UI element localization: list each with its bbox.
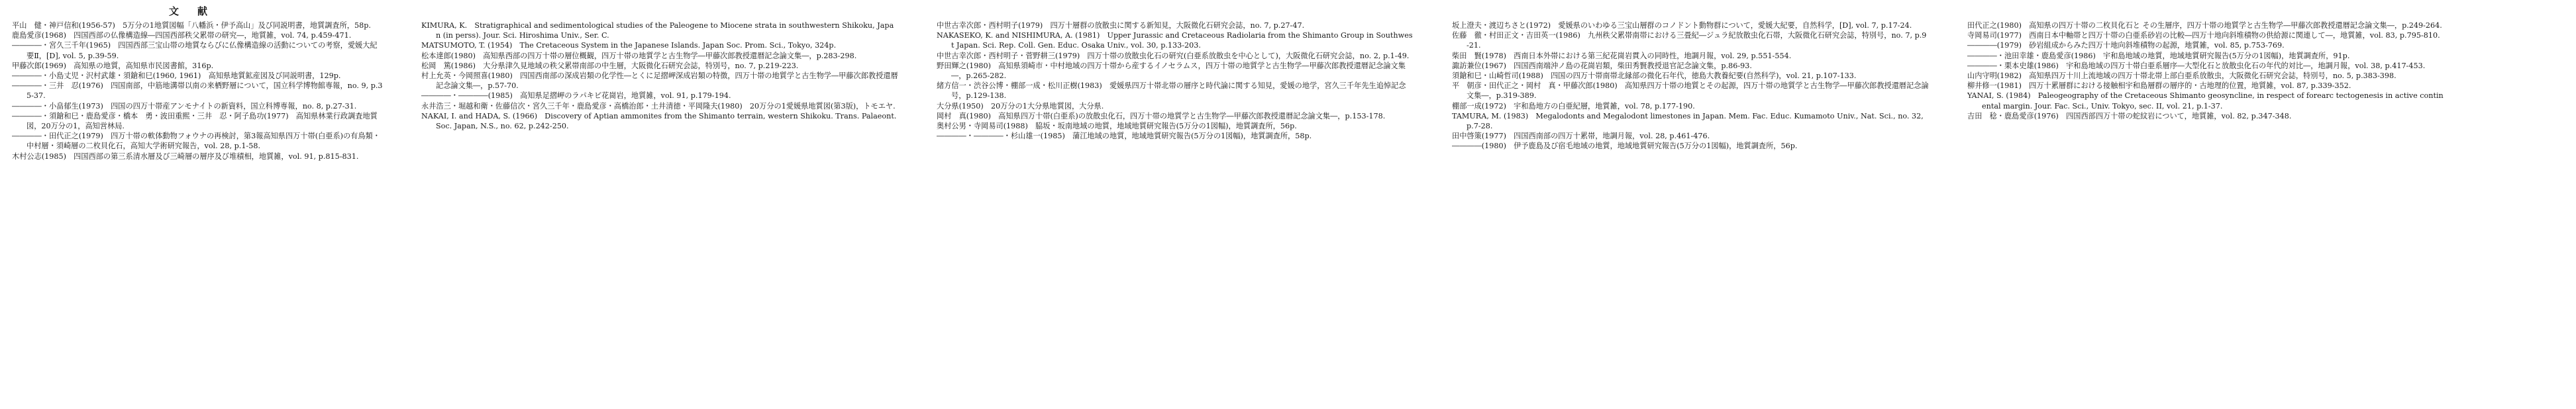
reference-entry: ――――・栗本史雄(1986) 宇和島地域の四万十帯白亜系層序―大型化石と放散虫化石の年代的対比―，地調月報，vol. 38, p.417-453. bbox=[1967, 61, 2426, 70]
reference-column-1 bbox=[12, 21, 383, 161]
reference-entry: 田中啓策(1977) 四国西南部の四万十累帯，地調月報，vol. 28, p.461-476. bbox=[1452, 132, 1710, 141]
reference-entry: 須鎗和巳・山崎哲司(1988) 四国の四万十帯南帯北縁部の微化石年代，徳島大教養紀要(自然科学)，vol. 21, p.107-133. bbox=[1452, 71, 1857, 81]
reference-entry: 永井浩三・堀越和衛・佐藤信次・宮久三千年・鹿島愛彦・高橋治郎・土井清徳・平岡隆夫(1980) 20万分の1愛媛県地質図(第3版)，トモエヤ. bbox=[421, 101, 896, 111]
reference-entry: 中世古幸次郎・西村明子・菅野耕三(1979) 四万十帯の放散虫化石の研究(白亜系放散虫を中心として)，大阪微化石研究会誌，no. 2, p.1-49. bbox=[937, 51, 1410, 60]
reference-entry: ――――・――――・杉山雄一(1985) 蒲江地域の地質，地域地質研究報告(5万分の1図幅)，地質調査所，58p. bbox=[937, 132, 1312, 141]
reference-entry: 寺岡易司(1977) 西南日本中軸帯と四万十帯の白亜系砂岩の比較―四万十地向斜堆積物の供給源に関連して―，地質雑，vol. 83, p.795-810. bbox=[1967, 31, 2440, 40]
reference-entry: ――――・宮久三千年(1965) 四国西部三宝山帯の地質ならびに仏像構造線の活動についての考察，愛媛大紀要Ⅱ，[D], vol. 5, p.39-59. bbox=[12, 41, 378, 60]
reference-entry: 村上允英・今岡照喜(1980) 四国西南部の深成岩類の化学性―とくに足摺岬深成岩類の特徴，四万十帯の地質学と古生物学―甲藤次郎教授還暦記念論文集―，p.57-70. bbox=[421, 71, 898, 91]
reference-entry: NAKASEKO, K. and NISHIMURA, A. (1981) Upper Jurassic and Cretaceous Radiolaria from the Shimanto Group in Southwest Japan. Sci. Rep. Coll. Gen. Educ. Osaka Univ., vol. 30, p.133-203. bbox=[937, 31, 1413, 50]
reference-entry: ――――・小畠郁生(1973) 四国の四万十帯産アンモナイトの新資料，国立科博専報，no. 8, p.27-31. bbox=[12, 101, 357, 111]
reference-entry: 甲藤次郎(1969) 高知県の地質，高知県市民図書館，316p. bbox=[12, 61, 214, 70]
reference-entry: 平 朝彦・田代正之・岡村 真・甲藤次郎(1980) 高知県四万十帯の地質とその起源，四万十帯の地質学と古生物学―甲藤次郎教授還暦記念論文集―，p.319-389. bbox=[1452, 81, 1929, 101]
reference-column-2 bbox=[421, 21, 898, 131]
reference-entry: 吉田 稔・鹿島愛彦(1976) 四国西部四万十帯の蛇紋岩について，地質雑，vol. 82, p.347-348. bbox=[1967, 111, 2292, 120]
reference-entry: 奥村公男・寺岡易司(1988) 脇坂・坂南地域の地質，地域地質研究報告(5万分の1図幅)，地質調査所，56p. bbox=[937, 122, 1297, 131]
reference-entry: ――――・――――(1985) 高知県足摺岬のラパキビ花崗岩，地質雑，vol. 91, p.179-194. bbox=[421, 91, 731, 101]
reference-entry: 木村公志(1985) 四国西部の第三系清水層及び三崎層の層序及び堆積相，地質雑，vol. 91, p.815-831. bbox=[12, 152, 359, 161]
reference-entry: 佐藤 徹・村田正文・吉田英一(1986) 九州秩父累帯南帯における三畳紀―ジュラ紀放散虫化石帯，大阪微化石研究会誌，特別号，no. 7, p.9-21. bbox=[1452, 31, 1927, 50]
reference-entry: 中世古幸次郎・西村明子(1979) 四万十層群の放散虫に関する新知見，大阪微化石研究会誌，no. 7, p.27-47. bbox=[937, 21, 1305, 30]
reference-entry: ――――・小島丈児・沢村武雄・須鎗和巳(1960, 1961) 高知県地質鉱産図及び同説明書，129p. bbox=[12, 71, 341, 81]
reference-entry: ――――(1979) 砂岩組成からみた四万十地向斜堆積物の起源，地質雑，vol. 85, p.753-769. bbox=[1967, 41, 2285, 50]
reference-column-3 bbox=[937, 21, 1414, 141]
reference-entry: 岡村 真(1980) 高知県四万十帯(白亜系)の放散虫化石，四万十帯の地質学と古生物学―甲藤次郎教授還暦記念論文集―，p.153-178. bbox=[937, 111, 1386, 120]
reference-entry: ――――・須鎗和巳・鹿島愛彦・橋本 勇・波田重熙・三井 忍・阿子島功(1977) 高知県林業行政調査地質図，20万分の1，高知営林局. bbox=[12, 111, 378, 131]
reference-entry: 大分県(1950) 20万分の1大分県地質図，大分県. bbox=[937, 101, 1104, 111]
reference-entry: 鹿島愛彦(1968) 四国西部の仏像構造線―四国西部秩父累帯の研究―，地質雑，vol. 74, p.459-471. bbox=[12, 31, 352, 40]
reference-column-4 bbox=[1452, 21, 1929, 152]
reference-entry: TAMURA, M. (1983) Megalodonts and Megalodont limestones in Japan. Mem. Fac. Educ. Kumamoto Univ., Nat. Sci., no. 32, p.7-28. bbox=[1452, 111, 1924, 131]
reference-entry: 松本達郎(1980) 高知県西部の四万十帯の層位概観，四万十帯の地質学と古生物学―甲藤次郎教授還暦記念論文集―，p.283-298. bbox=[421, 51, 857, 60]
reference-entry: 山内守明(1982) 高知県四万十川上流地域の四万十帯北帯上部白亜系放散虫，大阪微化石研究会誌，特別号，no. 5, p.383-398. bbox=[1967, 71, 2396, 81]
reference-entry: ――――・池田幸雄・鹿島愛彦(1986) 宇和島地域の地質，地域地質研究報告(5万分の1図幅)，地質調査所，91p. bbox=[1967, 51, 2350, 60]
reference-entry: 平山 健・神戸信和(1956-57) 5万分の1地質図幅「八幡浜・伊予高山」及び同説明書，地質調査所，58p. bbox=[12, 21, 371, 30]
reference-entry: 坂上澄夫・渡辺ちさと(1972) 愛媛県のいわゆる三宝山層群のコノドント動物群について，愛媛大紀要，自然科学，[D], vol. 7, p.17-24. bbox=[1452, 21, 1912, 30]
reference-entry: 緒方信一・渋谷公博・棚部一成・松川正樹(1983) 愛媛県四万十帯北帯の層序と時代論に関する知見，愛媛の地学，宮久三千年先生追悼記念号，p.129-138. bbox=[937, 81, 1406, 101]
reference-entry: 松岡 篤(1986) 大分県津久見地域の秩父累帯南部の中生層，大阪微化石研究会誌，特別号，no. 7, p.219-223. bbox=[421, 61, 799, 70]
reference-entry: KIMURA, K. Stratigraphical and sedimentological studies of the Paleogene to Miocene strata in southwestern Shikoku, Japan (in perss). Jour. Sci. Hiroshima Univ., Ser. C. bbox=[421, 21, 894, 40]
reference-entry: 田代正之(1980) 高知県の四万十帯の二枚貝化石と その生層序，四万十帯の地質学と古生物学―甲藤次郎教授還暦記念論文集―，p.249-264. bbox=[1967, 21, 2442, 30]
reference-entry: NAKAI, I. and HADA, S. (1966) Discovery of Aptian ammonites from the Shimanto terrain, western Shikoku. Trans. Palaeont. Soc. Japan, N.S., no. 62, p.242-250. bbox=[421, 111, 897, 131]
reference-entry: 野田輝之(1980) 高知県須崎市・中村地域の四万十帯から産するイノセラムス，四万十帯の地質学と古生物学―甲藤次郎教授還暦記念論文集―，p.265-282. bbox=[937, 61, 1406, 81]
reference-entry: 棚部一成(1972) 宇和島地方の白亜紀層，地質雑，vol. 78, p.177-190. bbox=[1452, 101, 1695, 111]
reference-entry: 柴田 賢(1978) 西南日本外帯における第三紀花崗岩貫入の同時性，地調月報，vol. 29, p.551-554. bbox=[1452, 51, 1792, 60]
reference-entry: YANAI, S. (1984) Paleogeography of the Cretaceous Shimanto geosyncline, in respect of forearc tectogenesis in active continental margin. Jour. Fac. Sci., Univ. Tokyo, sec. II, vol. 21, p.1-37. bbox=[1967, 91, 2444, 111]
reference-entry: ――――・田代正之(1979) 四万十帯の軟体動物フォウナの再検討，第3報高知県四万十帯(白亜系)の有鳥類・中村層・須崎層の二枚貝化石，高知大学術研究報告，vol. 28, p.1-58. bbox=[12, 132, 380, 151]
reference-column-5 bbox=[1967, 21, 2444, 121]
reference-entry: 柳井修一(1981) 四万十累層群における接触相宇和島層群の層序的・古地理的位置，地質雑，vol. 87, p.339-352. bbox=[1967, 81, 2351, 91]
reference-entry: ――――(1980) 伊予鹿島及び宿毛地域の地質，地域地質研究報告(5万分の1図幅)，地質調査所，56p. bbox=[1452, 142, 1798, 151]
reference-entry: ――――・三井 忍(1976) 四国南部，中筋地溝帯以南の来栖野層について，国立科学博物館専報，no. 9, p.35-37. bbox=[12, 81, 383, 101]
references-heading: 文献 bbox=[168, 5, 226, 17]
reference-entry: MATSUMOTO, T. (1954) The Cretaceous System in the Japanese Islands. Japan Soc. Prom. Sci., Tokyo, 324p. bbox=[421, 41, 837, 50]
reference-entry: 諏訪兼位(1967) 四国西南端沖ノ島の花崗岩類，柴田秀賢教授退官記念論文集，p.86-93. bbox=[1452, 61, 1752, 70]
reference-columns bbox=[12, 21, 2564, 161]
